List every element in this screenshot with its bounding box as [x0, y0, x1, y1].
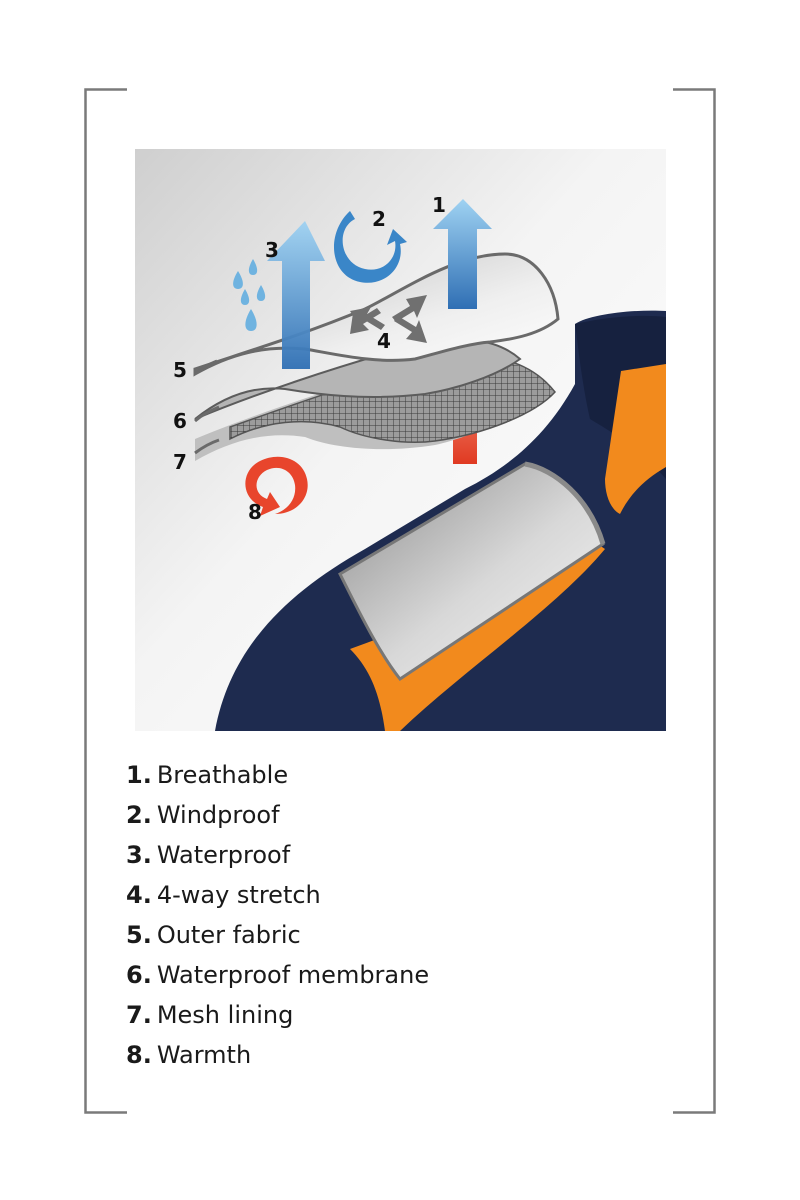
legend-item-breathable: 1. Breathable — [126, 761, 289, 789]
legend-item-warmth: 8. Warmth — [126, 1041, 252, 1069]
legend-item-waterproof: 3. Waterproof — [126, 841, 291, 869]
callout-7: 7 — [173, 450, 187, 474]
legend-item-windproof: 2. Windproof — [126, 801, 280, 829]
callout-6: 6 — [173, 409, 187, 433]
callout-5: 5 — [173, 358, 187, 382]
fabric-layers-illustration — [135, 149, 666, 731]
legend-item-outer-fabric: 5. Outer fabric — [126, 921, 301, 949]
callout-8: 8 — [248, 500, 262, 524]
legend-item-stretch: 4. 4-way stretch — [126, 881, 321, 909]
feature-legend — [126, 755, 429, 1075]
legend-item-mesh-lining: 7. Mesh lining — [126, 1001, 294, 1029]
callout-1: 1 — [432, 193, 446, 217]
left-bracket — [84, 88, 130, 1114]
legend-item-membrane: 6. Waterproof membrane — [126, 961, 430, 989]
callout-4: 4 — [377, 329, 391, 353]
callout-2: 2 — [372, 207, 386, 231]
callout-3: 3 — [265, 238, 279, 262]
right-bracket — [670, 88, 716, 1114]
